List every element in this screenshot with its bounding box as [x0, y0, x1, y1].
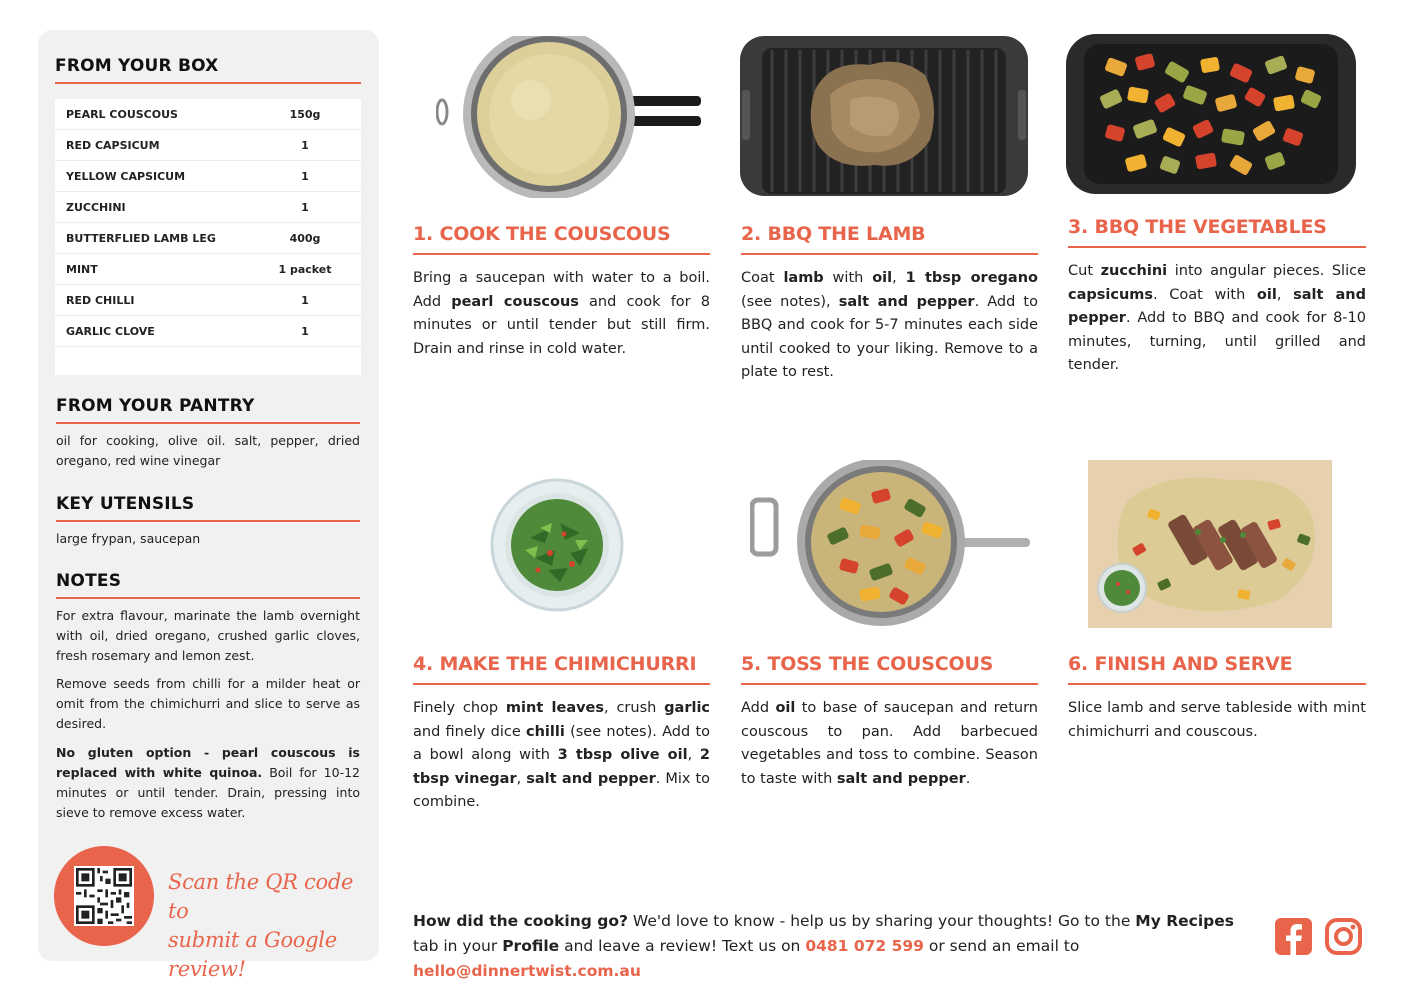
note-marinate: For extra flavour, marinate the lamb overnight with oil, dried oregano, crushed garlic cloves, fresh rosemary and lemon zest. — [56, 608, 360, 663]
step-text: to base of saucepan and return couscous to pan. Add barbecued vegetables and toss to combine. Season to taste with — [741, 700, 1039, 787]
qr-caption-line2: submit a Google review! — [168, 928, 337, 981]
step-text: . Add to BBQ and cook for 5-7 minutes each side until cooked to your liking. Remove to a plate to rest. — [741, 293, 1038, 380]
finished-dish-photo — [1088, 460, 1332, 628]
footer-text-4: or send an email to — [923, 937, 1080, 955]
step-1-body — [413, 267, 710, 361]
step-text: , — [1276, 286, 1294, 303]
footer-text-2: tab in your — [413, 937, 503, 955]
ingredient-qty: 1 — [301, 324, 309, 338]
from-your-pantry-title: FROM YOUR PANTRY — [56, 396, 255, 416]
ingredient-highlight: oil — [1256, 286, 1277, 303]
step-text: , — [892, 270, 906, 286]
step-4-body — [413, 697, 710, 815]
step-text: . Coat with — [1153, 286, 1257, 303]
footer-text-3: and leave a review! Text us on — [559, 937, 806, 955]
step-text: , — [516, 770, 527, 787]
ingredient-highlight: salt and pepper — [1068, 286, 1366, 326]
step-text: and finely dice — [413, 723, 527, 740]
ingredient-row — [55, 99, 361, 130]
step-1-rule — [413, 253, 710, 255]
utensils-text: large frypan, saucepan — [56, 531, 201, 546]
step-6-title: 6. FINISH AND SERVE — [1068, 653, 1293, 675]
step-text: with — [823, 270, 873, 286]
step-text: , — [687, 747, 700, 763]
pantry-text: oil for cooking, olive oil. salt, pepper, dried oregano, red wine vinegar — [56, 433, 360, 468]
ingredient-qty: 150g — [289, 107, 321, 121]
divider — [56, 520, 360, 522]
notes-title: NOTES — [56, 571, 122, 591]
step-text: . Add to BBQ and cook for 8-10 minutes, turning, until grilled and tender. — [1068, 310, 1366, 373]
ingredient-row — [55, 285, 361, 316]
step-text: Cut — [1068, 263, 1101, 279]
ingredient-row — [55, 130, 361, 161]
ingredient-highlight: oil — [775, 700, 796, 716]
toss-couscous-pan-photo — [750, 460, 1032, 628]
ingredient-name: GARLIC CLOVE — [66, 324, 155, 338]
qr-badge[interactable] — [54, 846, 154, 946]
ingredient-highlight: 2 tbsp vinegar — [413, 747, 711, 787]
ingredient-qty: 1 — [301, 138, 309, 152]
qr-caption — [168, 868, 368, 984]
step-5-title: 5. TOSS THE COUSCOUS — [741, 653, 994, 675]
ingredient-highlight: oil — [872, 270, 893, 286]
ingredient-highlight: pearl couscous — [451, 293, 579, 310]
ingredient-name: YELLOW CAPSICUM — [66, 169, 186, 183]
step-3-title: 3. BBQ THE VEGETABLES — [1068, 216, 1327, 238]
step-text: . — [965, 770, 971, 787]
step-6-rule — [1068, 683, 1366, 685]
ingredient-row — [55, 192, 361, 223]
footer-my-recipes: My Recipes — [1135, 912, 1234, 930]
ingredient-qty: 1 — [301, 200, 309, 214]
ingredient-highlight: salt and pepper — [838, 293, 975, 310]
step-5-rule — [741, 683, 1038, 685]
ingredient-name: PEARL COUSCOUS — [66, 107, 178, 121]
step-text: and cook for 8 minutes or until tender but still firm. Drain and rinse in cold water. — [413, 293, 710, 357]
phone-link[interactable]: 0481 072 599 — [805, 937, 924, 955]
footer-text-1: We'd love to know - help us by sharing your thoughts! Go to the — [627, 912, 1136, 930]
couscous-colander-photo — [436, 30, 704, 198]
chimichurri-bowl-photo — [490, 478, 624, 612]
ingredient-highlight: 1 tbsp oregano — [905, 270, 1038, 286]
from-your-box-title: FROM YOUR BOX — [55, 56, 219, 76]
review-footer — [413, 909, 1263, 984]
bbq-vegetables-grill-photo — [1066, 30, 1358, 195]
bbq-lamb-grill-photo — [740, 30, 1030, 198]
step-3-rule — [1068, 246, 1366, 248]
note-gluten-rest: Boil for 10-12 minutes or until tender. Drain, pressing into sieve to remove excess water. — [56, 765, 360, 820]
footer-profile: Profile — [502, 937, 560, 955]
ingredient-qty: 1 — [301, 169, 309, 183]
ingredient-qty: 1 packet — [278, 262, 332, 276]
facebook-icon[interactable] — [1275, 918, 1312, 955]
step-6-body — [1068, 697, 1366, 744]
ingredient-highlight: chilli — [526, 723, 565, 740]
step-text: Add — [741, 700, 776, 716]
step-text: Bring a saucepan with water to a boil. Add — [413, 270, 710, 310]
step-1-title: 1. COOK THE COUSCOUS — [413, 223, 671, 245]
ingredient-highlight: salt and pepper — [526, 770, 656, 787]
step-text: Finely chop — [413, 700, 506, 716]
ingredient-qty: 1 — [301, 293, 309, 307]
ingredient-row — [55, 161, 361, 192]
step-3-body — [1068, 260, 1366, 378]
step-2-title: 2. BBQ THE LAMB — [741, 223, 926, 245]
step-4-title: 4. MAKE THE CHIMICHURRI — [413, 653, 697, 675]
sidebar — [38, 30, 379, 981]
ingredient-highlight: mint leaves — [505, 700, 605, 716]
ingredient-highlight: 3 tbsp olive oil — [557, 747, 688, 763]
ingredient-row — [55, 254, 361, 285]
instagram-icon[interactable] — [1325, 918, 1362, 955]
step-2-rule — [741, 253, 1038, 255]
step-text: (see notes), — [741, 293, 839, 310]
ingredients-table — [55, 99, 361, 375]
ingredient-name: RED CAPSICUM — [66, 138, 160, 152]
email-link[interactable]: hello@dinnertwist.com.au — [413, 962, 641, 980]
qr-code-graphic — [76, 868, 132, 924]
step-2-body — [741, 267, 1038, 385]
footer-question: How did the cooking go? — [413, 912, 628, 930]
note-chilli: Remove seeds from chilli for a milder heat or omit from the chimichurri and slice to serve as desired. — [56, 676, 360, 731]
step-4-rule — [413, 683, 710, 685]
ingredient-highlight: lamb — [783, 270, 824, 286]
qr-caption-line1: Scan the QR code to — [168, 870, 354, 923]
key-utensils-title: KEY UTENSILS — [56, 494, 195, 514]
ingredient-row — [55, 316, 361, 347]
divider — [56, 597, 360, 599]
step-text: (see notes). Add to a bowl along with — [413, 723, 710, 763]
ingredient-name: ZUCCHINI — [66, 200, 126, 214]
ingredient-highlight: salt and pepper — [836, 770, 966, 787]
ingredient-highlight: zucchini — [1100, 263, 1168, 279]
divider — [55, 82, 361, 84]
qr-code[interactable] — [74, 866, 134, 926]
step-text: . Mix to combine. — [413, 770, 710, 810]
step-text: Coat — [741, 270, 784, 286]
ingredient-name: MINT — [66, 262, 98, 276]
ingredient-row — [55, 223, 361, 254]
ingredient-qty: 400g — [289, 231, 321, 245]
step-text: , crush — [604, 700, 665, 716]
ingredient-highlight: capsicums — [1068, 286, 1154, 303]
note-gluten — [56, 743, 360, 823]
note-gluten-bold: No gluten option - pearl couscous is replaced with white quinoa. — [56, 745, 360, 780]
step-text: into angular pieces. Slice — [1167, 263, 1366, 279]
ingredient-name: BUTTERFLIED LAMB LEG — [66, 231, 216, 245]
ingredient-name: RED CHILLI — [66, 293, 135, 307]
divider — [56, 422, 360, 424]
step-5-body — [741, 697, 1038, 791]
ingredient-highlight: garlic — [664, 700, 711, 716]
step-text: Slice lamb and serve tableside with mint chimichurri and couscous. — [1068, 700, 1366, 740]
